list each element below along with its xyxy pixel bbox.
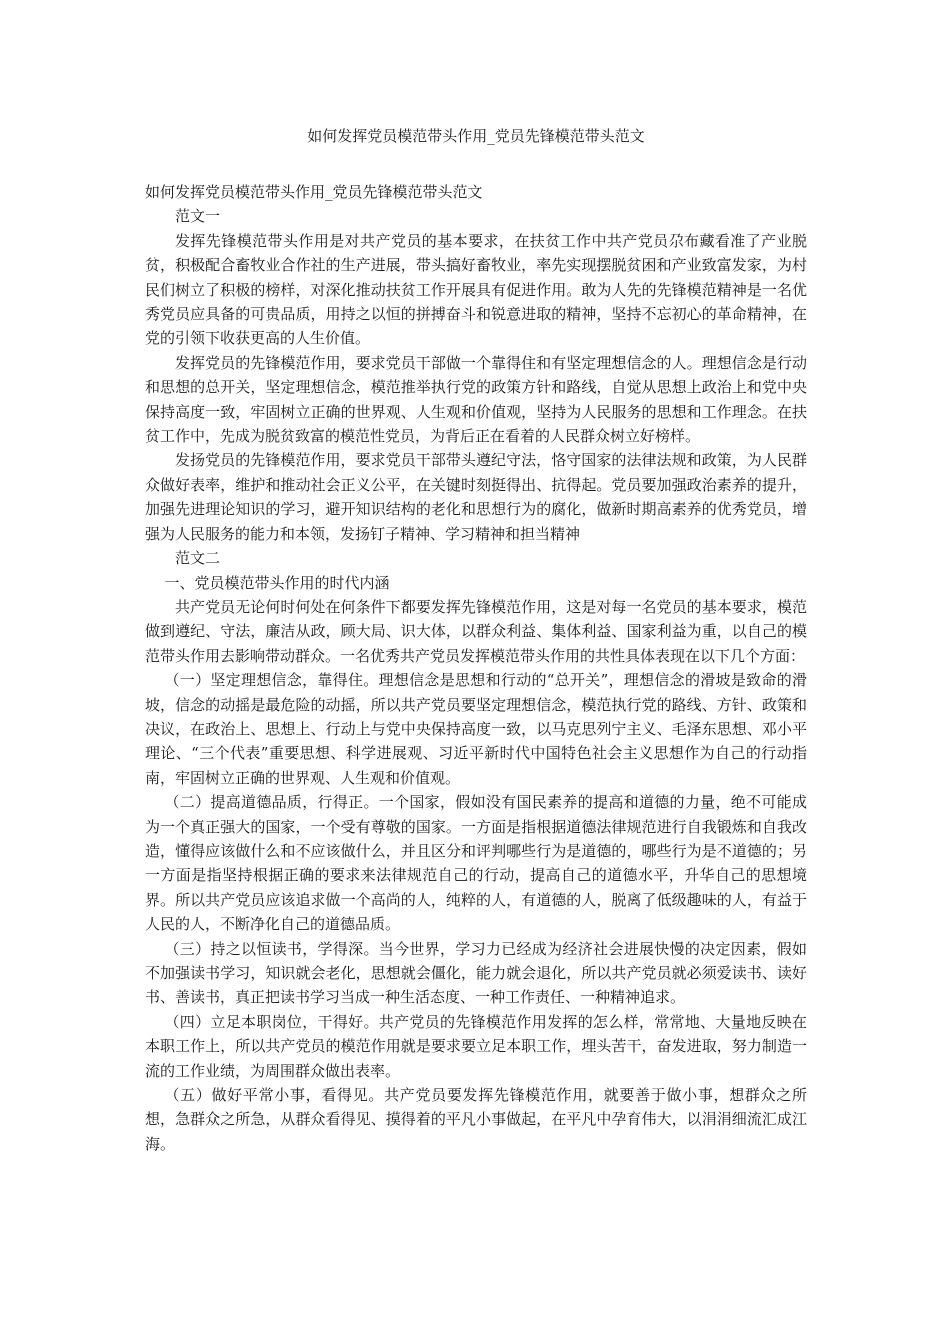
section2-intro: 共产党员无论何时何处在何条件下都要发挥先锋模范作用，这是对每一名党员的基本要求，模范做到遵纪、守法，廉洁从政，顾大局、识大体，以群众利益、集体利益、国家利益为重，以自己的模范带头作用去影响带动群众。一名优秀共产党员发挥模范带头作用的共性具体表现在以下几个方面：	[145, 597, 807, 665]
section2-heading: 一、党员模范带头作用的时代内涵	[164, 573, 390, 592]
section2-point-3: （三）持之以恒读书，学得深。当今世界，学习力已经成为经济社会进展快慢的决定因素，假如不加强读书学习，知识就会老化，思想就会僵化，能力就会退化，所以共产党员就必须爱读书、读好书、善读书，真正把读书学习当成一种生活态度、一种工作责任、一种精神追求。	[145, 939, 807, 1007]
section2-point-2: （二）提高道德品质，行得正。一个国家，假如没有国民素养的提高和道德的力量，绝不可能成为一个真正强大的国家，一个受有尊敬的国家。一方面是指根据道德法律规范进行自我锻炼和自我改造，懂得应该做什么和不应该做什么，并且区分和评判哪些行为是道德的，哪些行为是不道德的；另一方面是指坚持根据正确的要求来法律规范自己的行动，提高自己的道德水平，升华自己的思想境界。所以共产党员应该追求做一个高尚的人，纯粹的人，有道德的人，脱离了低级趣味的人，有益于人民的人，不断净化自己的道德品质。	[145, 793, 807, 934]
section2-label: 范文二	[175, 549, 221, 568]
section2-point-5: （五）做好平常小事，看得见。共产党员要发挥先锋模范作用，就要善于做小事，想群众之所想，急群众之所急，从群众看得见、摸得着的平凡小事做起，在平凡中孕育伟大，以涓涓细流汇成江海。	[145, 1086, 807, 1153]
document-subtitle: 如何发挥党员模范带头作用_党员先锋模范带头范文	[145, 183, 483, 201]
section2-point-4: （四）立足本职岗位，干得好。共产党员的先锋模范作用发挥的怎么样，常常地、大量地反映在本职工作上，所以共产党员的模范作用就是要求要立足本职工作，埋头苦干，奋发进取，努力制造一流的工作业绩，为周围群众做出表率。	[145, 1012, 807, 1080]
section1-label: 范文一	[175, 207, 221, 226]
document-page	[145, 124, 807, 1156]
section1-paragraph-2: 发挥党员的先锋模范作用，要求党员干部做一个靠得住和有坚定理想信念的人。理想信念是行动和思想的总开关，坚定理想信念，模范推举执行党的政策方针和路线，自觉从思想上政治上和党中央保持高度一致，牢固树立正确的世界观、人生观和价值观，坚持为人民服务的思想和工作理念。在扶贫工作中，先成为脱贫致富的模范性党员，为背后正在看着的人民群众树立好榜样。	[145, 353, 807, 446]
section1-paragraph-1: 发挥先锋模范带头作用是对共产党员的基本要求，在扶贫工作中共产党员尕布藏看准了产业脱贫，积极配合畜牧业合作社的生产进展，带头搞好畜牧业，率先实现摆脱贫困和产业致富发家，为村民们树立了积极的榜样，对深化推动扶贫工作开展具有促进作用。敢为人先的先锋模范精神是一名优秀党员应具备的可贵品质，用持之以恒的拼搏奋斗和锐意进取的精神，坚持不忘初心的革命精神，在党的引领下收获更高的人生价值。	[145, 231, 807, 348]
section1-paragraph-3: 发扬党员的先锋模范作用，要求党员干部带头遵纪守法，恪守国家的法律法规和政策，为人民群众做好表率，维护和推动社会正义公平，在关键时刻挺得出、抗得起。党员要加强政治素养的提升，加强先进理论知识的学习，避开知识结构的老化和思想行为的腐化，做新时期高素养的优秀党员，增强为人民服务的能力和本领，发扬钉子精神、学习精神和担当精神	[145, 451, 807, 543]
section2-point-1: （一）坚定理想信念，靠得住。理想信念是思想和行动的“总开关”，理想信念的滑坡是致命的滑坡，信念的动摇是最危险的动摇，所以共产党员要坚定理想信念，模范执行党的路线、方针、政策和决议，在政治上、思想上、行动上与党中央保持高度一致，以马克思列宁主义、毛泽东思想、邓小平理论、“三个代表”重要思想、科学进展观、习近平新时代中国特色社会主义思想作为自己的行动指南，牢固树立正确的世界观、人生观和价值观。	[145, 671, 807, 787]
document-title: 如何发挥党员模范带头作用_党员先锋模范带头范文	[307, 127, 645, 145]
